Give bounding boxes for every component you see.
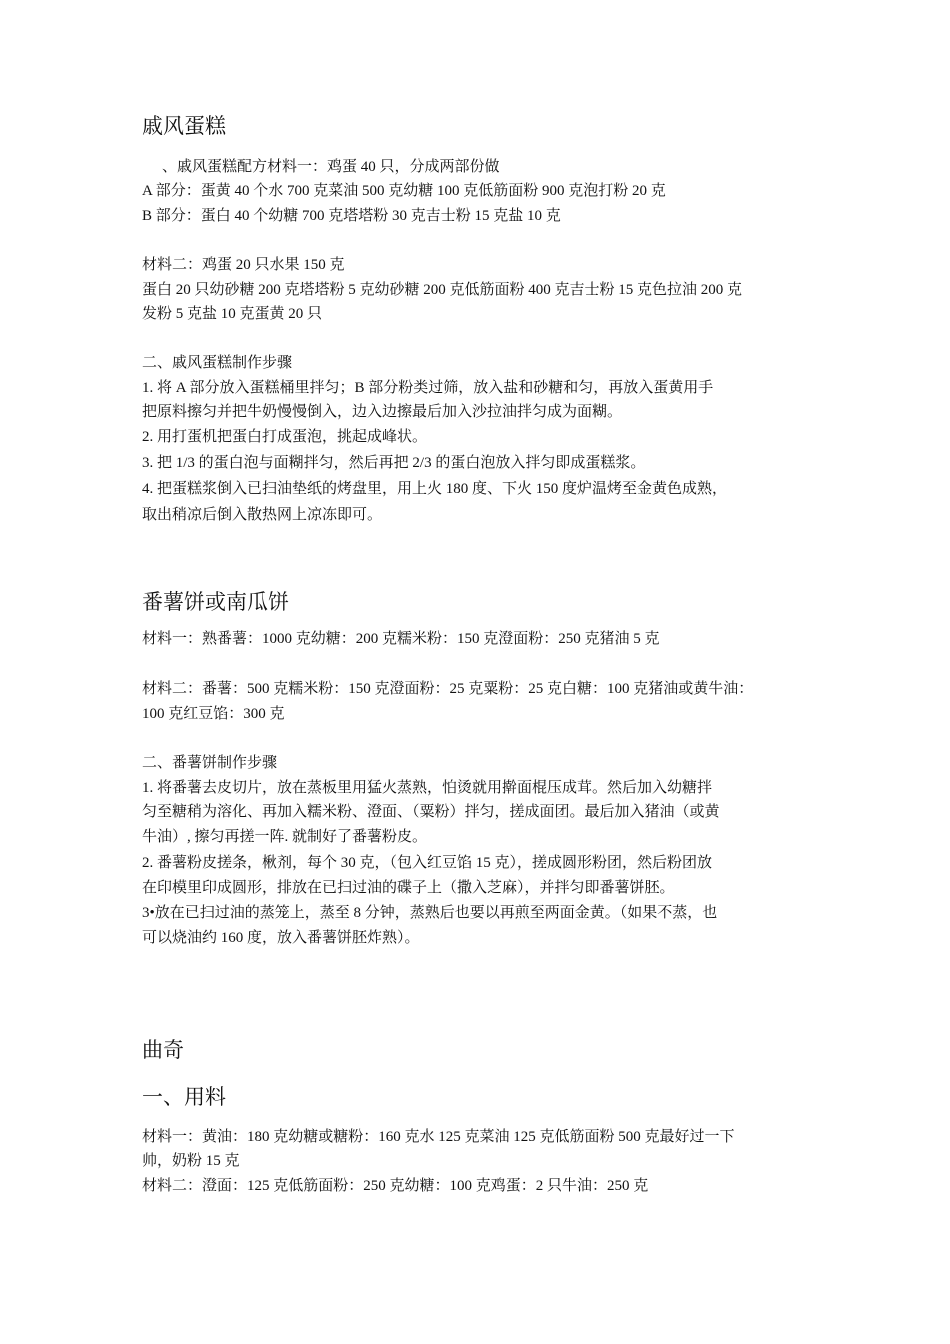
text-line: B 部分：蛋白 40 个幼糖 700 克塔塔粉 30 克吉士粉 15 克盐 10 克 (142, 208, 561, 224)
step-line: 3•放在已扫过油的蒸笼上，蒸至 8 分钟，蒸熟后也要以再煎至两面金黄。（如果不蒸，也 (142, 905, 718, 921)
section-title-cookies: 曲奇 (142, 1038, 184, 1062)
text-line: 100 克红豆馅：300 克 (142, 706, 285, 722)
step-line: 4. 把蛋糕浆倒入已扫油垫纸的烤盘里，用上火 180 度、下火 150 度炉温烤至金黄色成熟， (142, 481, 728, 497)
step-line: 匀至糖稍为溶化、再加入糯米粉、澄面、（粟粉）拌匀，搓成面团。最后加入猪油（或黄 (142, 804, 720, 820)
step-line: 1. 将 A 部分放入蛋糕桶里拌匀；B 部分粉类过筛，放入盐和砂糖和匀，再放入蛋黄用手 (142, 380, 714, 396)
text-line: 材料一：黄油：180 克幼糖或糖粉：160 克水 125 克菜油 125 克低筋面粉 500 克最好过一下 (142, 1129, 735, 1145)
text-line: 材料二：番薯：500 克糯米粉：150 克澄面粉：25 克粟粉：25 克白糖：100 克猪油或黄牛油： (142, 681, 754, 697)
section-subtitle: 一、用料 (142, 1085, 226, 1109)
subheading: 二、戚风蛋糕制作步骤 (142, 355, 293, 371)
text-line: A 部分：蛋黄 40 个水 700 克菜油 500 克幼糖 100 克低筋面粉 900 克泡打粉 20 克 (142, 183, 666, 199)
subheading: 二、番薯饼制作步骤 (142, 755, 278, 771)
step-line: 牛油）, 擦匀再搓一阵. 就制好了番薯粉皮。 (142, 829, 428, 845)
text-line: 材料二：鸡蛋 20 只水果 150 克 (142, 257, 345, 273)
text-line: 材料一：熟番薯：1000 克幼糖：200 克糯米粉：150 克澄面粉：250 克猪油 5 克 (142, 631, 660, 647)
step-line: 在印模里印成圆形，排放在已扫过油的碟子上（撒入芝麻），并拌匀即番薯饼胚。 (142, 880, 675, 896)
step-line: 3. 把 1/3 的蛋白泡与面糊拌匀，然后再把 2/3 的蛋白泡放入拌匀即成蛋糕浆。 (142, 455, 646, 471)
text-line: 材料二：澄面：125 克低筋面粉：250 克幼糖：100 克鸡蛋：2 只牛油：250 克 (142, 1178, 649, 1194)
step-line: 把原料擦匀并把牛奶慢慢倒入，边入边擦最后加入沙拉油拌匀成为面糊。 (142, 404, 623, 420)
step-line: 1. 将番薯去皮切片，放在蒸板里用猛火蒸熟，怕烫就用擀面棍压成茸。然后加入幼糖拌 (142, 780, 713, 796)
text-line: 帅，奶粉 15 克 (142, 1153, 240, 1169)
step-line: 2. 用打蛋机把蛋白打成蛋泡，挑起成峰状。 (142, 429, 428, 445)
text-line: 发粉 5 克盐 10 克蛋黄 20 只 (142, 306, 323, 322)
section-title-sweet-potato: 番薯饼或南瓜饼 (142, 590, 289, 614)
text-line: 蛋白 20 只幼砂糖 200 克塔塔粉 5 克幼砂糖 200 克低筋面粉 400 克吉士粉 15 克色拉油 200 克 (142, 282, 743, 298)
step-line: 2. 番薯粉皮搓条，楸剂，每个 30 克，（包入红豆馅 15 克），搓成圆形粉团，然后粉团放 (142, 855, 713, 871)
step-line: 取出稍凉后倒入散热网上凉冻即可。 (142, 507, 383, 523)
step-line: 可以烧油约 160 度，放入番薯饼胚炸熟）。 (142, 930, 420, 946)
text-line: 、戚风蛋糕配方材料一：鸡蛋 40 只，分成两部份做 (162, 159, 500, 175)
section-title-chiffon: 戚风蛋糕 (142, 114, 226, 138)
